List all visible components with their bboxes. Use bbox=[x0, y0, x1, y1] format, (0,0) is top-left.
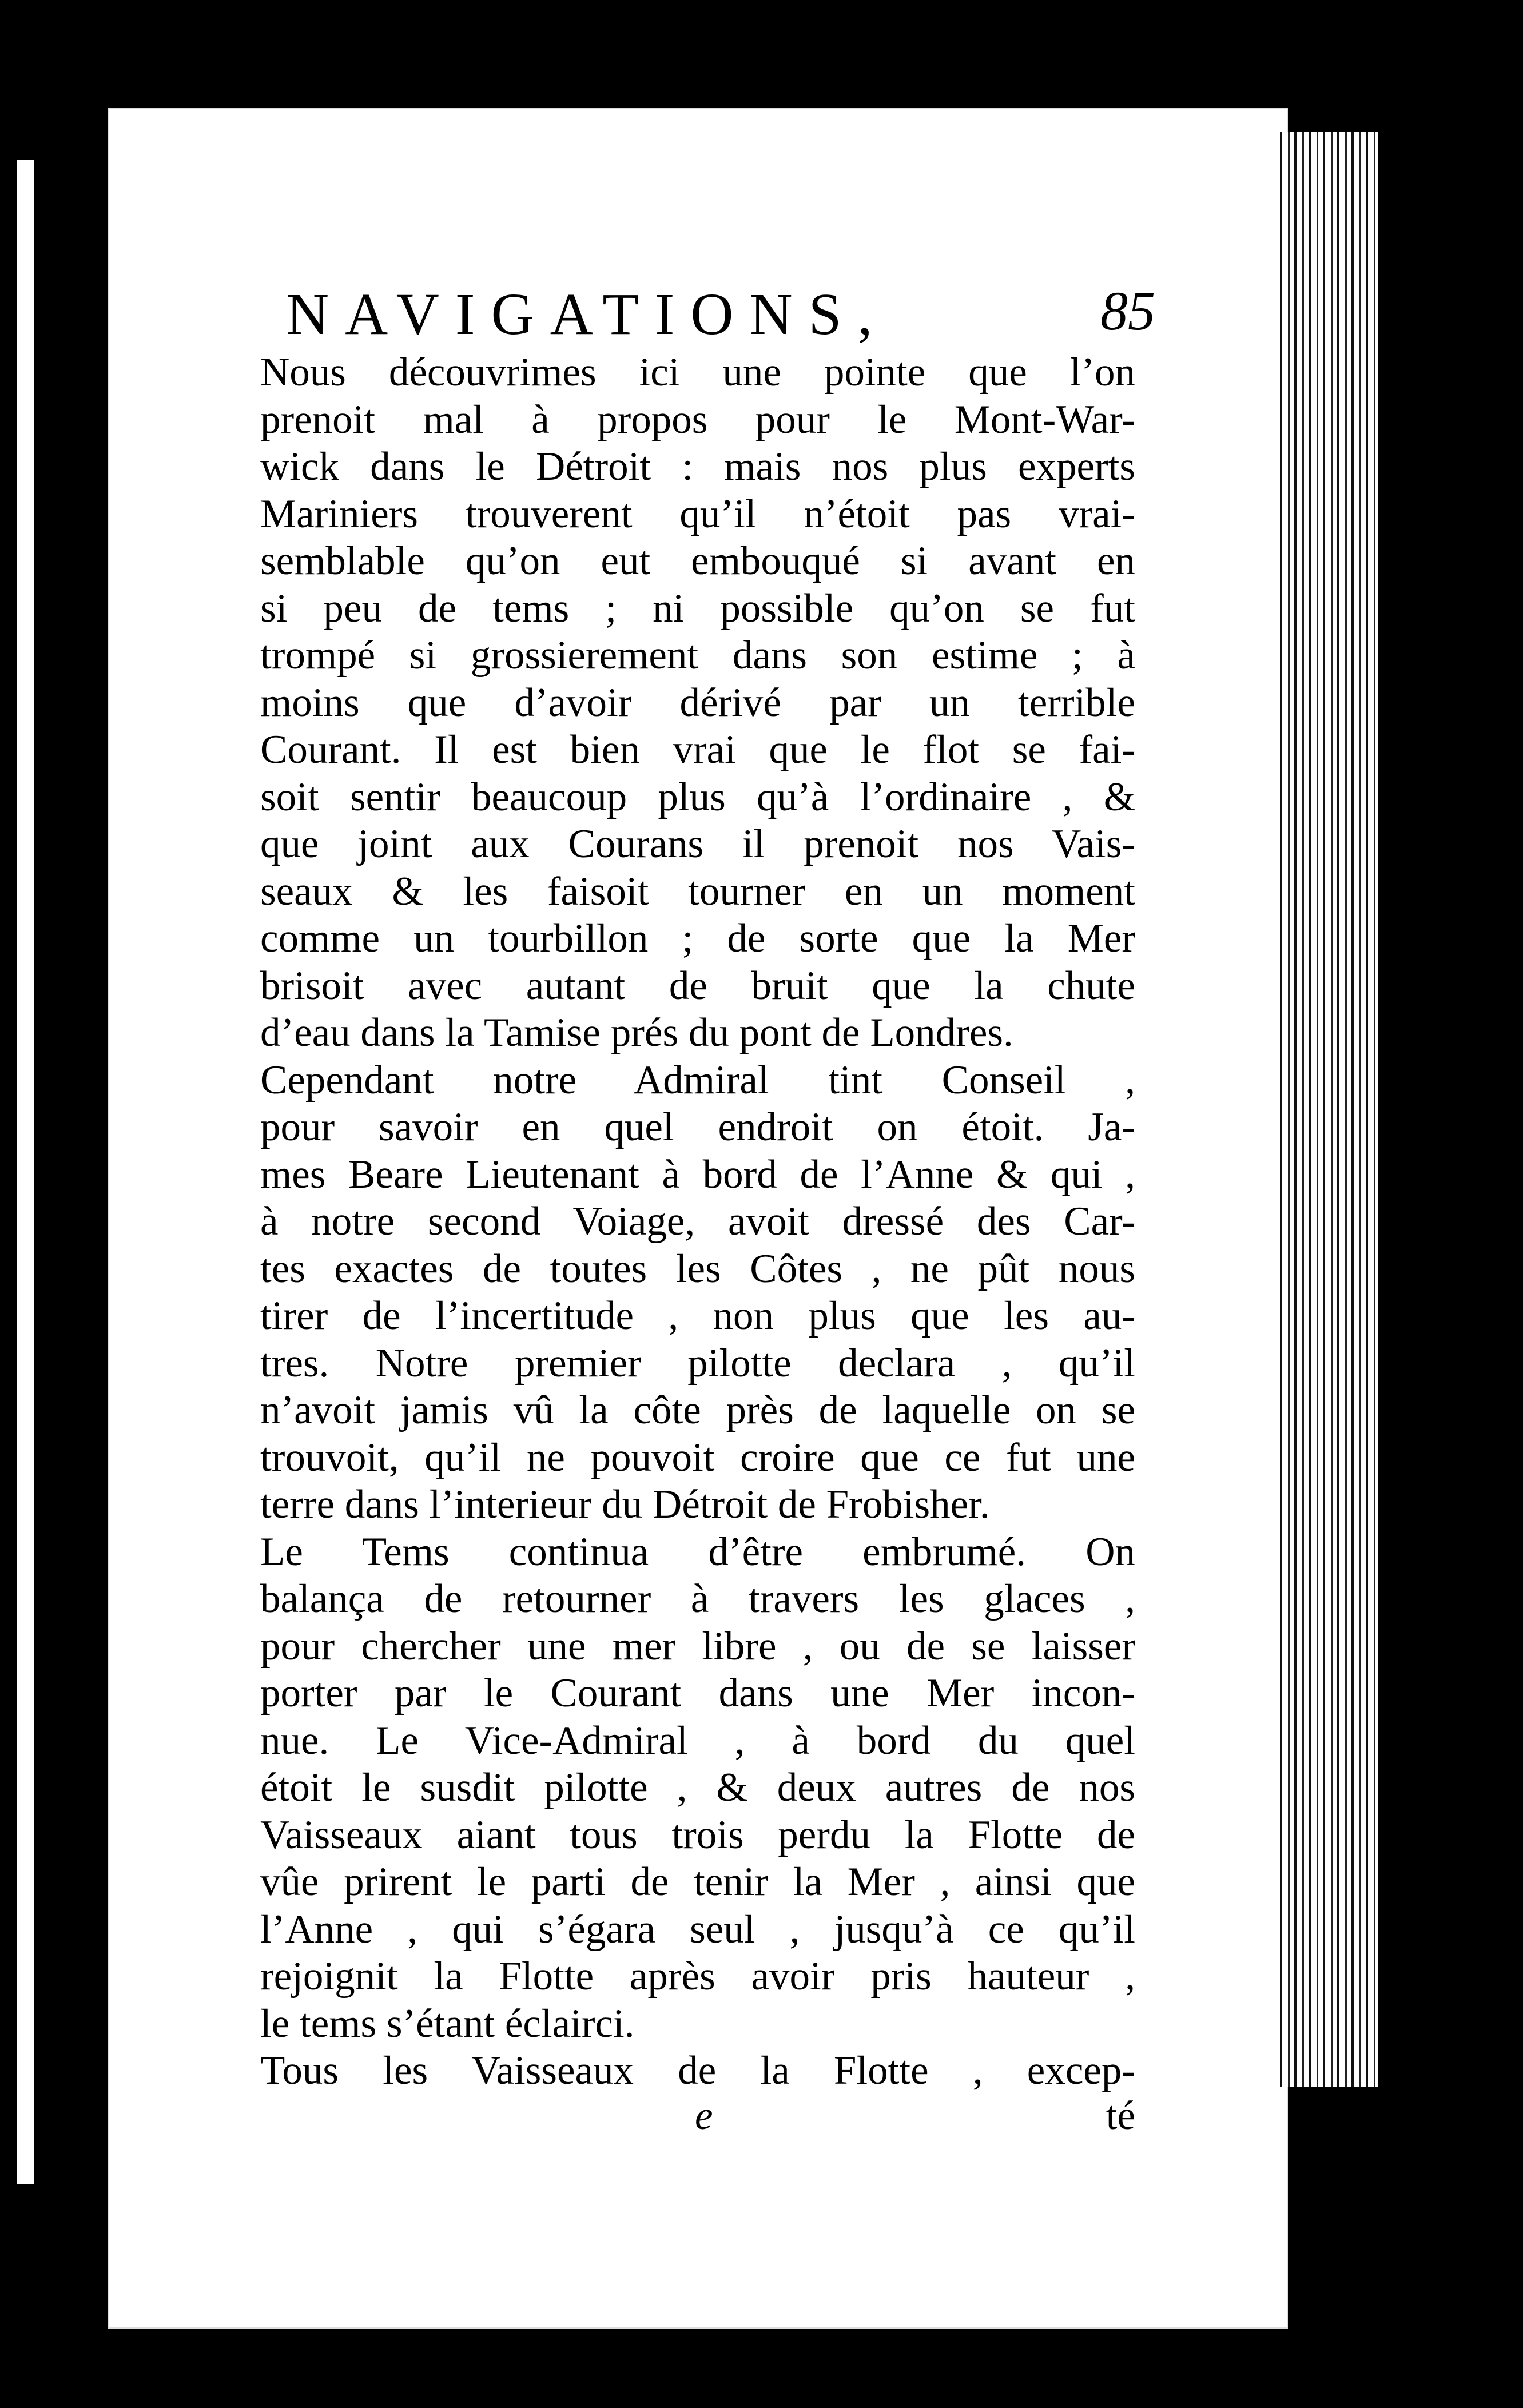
page-number: 85 bbox=[1100, 280, 1155, 341]
text-line: n’avoit jamis vû la côte près de laquelle on se bbox=[260, 1388, 1135, 1432]
text-line: trouvoit, qu’il ne pouvoit croire que ce fut une bbox=[260, 1435, 1135, 1480]
text-line: pour chercher une mer libre , ou de se laisser bbox=[260, 1623, 1135, 1669]
text-line: que joint aux Courans il prenoit nos Vais- bbox=[260, 822, 1135, 866]
text-line: Le Tems continua d’être embrumé. On bbox=[260, 1529, 1135, 1574]
page-footer bbox=[260, 2093, 1135, 2144]
text-line: tes exactes de toutes les Côtes , ne pût nous bbox=[260, 1246, 1135, 1291]
signature-mark: e bbox=[695, 2093, 713, 2138]
text-line: Cependant notre Admiral tint Conseil , bbox=[260, 1057, 1135, 1102]
text-line: vûe prirent le parti de tenir la Mer , ainsi que bbox=[260, 1860, 1135, 1904]
text-line: balança de retourner à travers les glaces , bbox=[260, 1577, 1135, 1621]
running-head: NAVIGATIONS, bbox=[286, 281, 889, 347]
text-line: trompé si grossierement dans son estime ; à bbox=[260, 633, 1135, 678]
catchword: té bbox=[1106, 2093, 1135, 2138]
page-stack-edge bbox=[1275, 132, 1378, 2087]
text-line: pour savoir en quel endroit on étoit. Ja- bbox=[260, 1105, 1135, 1149]
body-text bbox=[260, 349, 1135, 2095]
text-line: prenoit mal à propos pour le Mont-War- bbox=[260, 397, 1135, 442]
text-line: Mariniers trouverent qu’il n’étoit pas vrai- bbox=[260, 491, 1135, 536]
text-line: comme un tourbillon ; de sorte que la Mer bbox=[260, 916, 1135, 961]
text-line: l’Anne , qui s’égara seul , jusqu’à ce qu’il bbox=[260, 1907, 1135, 1952]
text-line: moins que d’avoir dérivé par un terrible bbox=[260, 680, 1135, 725]
text-line: terre dans l’interieur du Détroit de Frobisher. bbox=[260, 1482, 990, 1527]
text-line: étoit le susdit pilotte , & deux autres de nos bbox=[260, 1765, 1135, 1810]
text-line: seaux & les faisoit tourner en un moment bbox=[260, 869, 1135, 914]
text-line: rejoignit la Flotte après avoir pris hauteur , bbox=[260, 1954, 1135, 1999]
book-edge-left bbox=[17, 160, 34, 2184]
text-line: porter par le Courant dans une Mer incon- bbox=[260, 1671, 1135, 1716]
text-line: Vaisseaux aiant tous trois perdu la Flotte de bbox=[260, 1812, 1135, 1857]
text-line: Tous les Vaisseaux de la Flotte , excep- bbox=[260, 2048, 1135, 2093]
text-line: à notre second Voiage, avoit dressé des Car- bbox=[260, 1199, 1135, 1244]
text-line: Nous découvrimes ici une pointe que l’on bbox=[260, 350, 1135, 395]
text-line: d’eau dans la Tamise prés du pont de Londres. bbox=[260, 1010, 1013, 1055]
text-line: brisoit avec autant de bruit que la chute bbox=[260, 963, 1135, 1008]
page-header bbox=[286, 280, 1155, 347]
text-line: soit sentir beaucoup plus qu’à l’ordinaire , & bbox=[260, 774, 1135, 819]
text-line: le tems s’étant éclairci. bbox=[260, 2001, 635, 2046]
text-line: mes Beare Lieutenant à bord de l’Anne & qui , bbox=[260, 1152, 1135, 1197]
text-line: si peu de tems ; ni possible qu’on se fut bbox=[260, 586, 1135, 631]
text-line: nue. Le Vice-Admiral , à bord du quel bbox=[260, 1718, 1135, 1763]
text-line: tirer de l’incertitude , non plus que les au- bbox=[260, 1293, 1135, 1338]
text-line: tres. Notre premier pilotte declara , qu’il bbox=[260, 1340, 1135, 1386]
text-line: Courant. Il est bien vrai que le flot se fai- bbox=[260, 727, 1135, 772]
text-line: wick dans le Détroit : mais nos plus experts bbox=[260, 444, 1135, 489]
text-line: semblable qu’on eut embouqué si avant en bbox=[260, 539, 1135, 583]
